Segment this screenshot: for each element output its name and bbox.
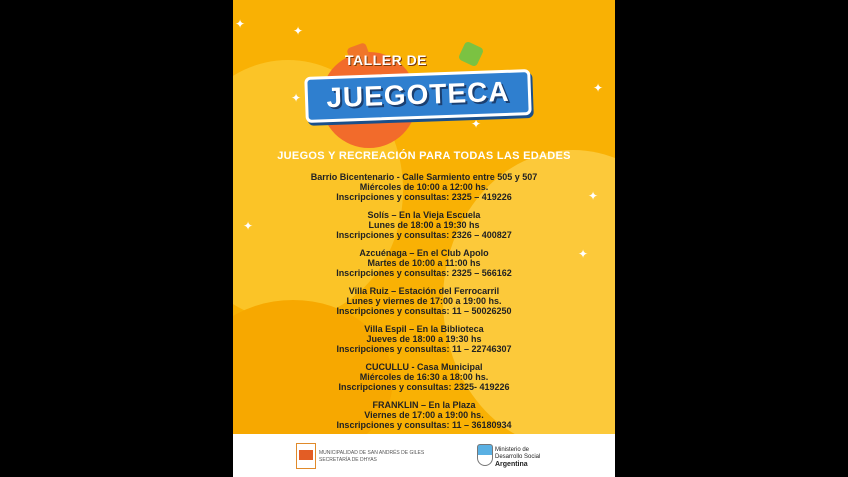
location-place: Villa Espil – En la Biblioteca: [364, 324, 484, 334]
location-schedule: Lunes y viernes de 17:00 a 19:00 hs.: [346, 296, 502, 306]
title-top: TALLER DE: [345, 52, 428, 68]
location-place: CUCULLU - Casa Municipal: [365, 362, 483, 372]
location-place: Villa Ruiz – Estación del Ferrocarril: [348, 286, 500, 296]
list-item: [233, 248, 615, 278]
footer: [233, 434, 615, 477]
sparkle-icon: ✦: [235, 17, 246, 31]
title-main: JUEGOTECA: [325, 75, 511, 114]
title-banner: [304, 69, 531, 123]
municipality-line: MUNICIPALIDAD DE SAN ANDRÉS DE GILES: [319, 450, 425, 456]
list-item: [233, 286, 615, 316]
location-contact: Inscripciones y consultas: 11 – 22746307: [336, 344, 512, 354]
location-place: FRANKLIN – En la Plaza: [372, 400, 476, 410]
sparkle-icon: ✦: [291, 91, 302, 105]
puzzle-piece-icon: [458, 41, 485, 68]
location-schedule: Viernes de 17:00 a 19:00 hs.: [364, 410, 484, 420]
secretariat-line: SECRETARÍA DE DHYAS: [319, 457, 377, 463]
ministry-line: Ministerio de: [495, 447, 530, 453]
location-contact: Inscripciones y consultas: 11 – 36180934: [336, 420, 512, 430]
location-contact: Inscripciones y consultas: 2325- 419226: [338, 382, 510, 392]
location-place: Azcuénaga – En el Club Apolo: [359, 248, 489, 258]
national-shield-icon: [477, 444, 493, 466]
ministry-line: Desarrollo Social: [495, 454, 541, 460]
list-item: [233, 400, 615, 430]
poster: [233, 0, 615, 477]
location-schedule: Jueves de 18:00 a 19:30 hs: [366, 334, 482, 344]
sparkle-icon: ✦: [578, 247, 589, 261]
location-schedule: Lunes de 18:00 a 19:30 hs: [368, 220, 480, 230]
location-contact: Inscripciones y consultas: 2326 – 400827: [336, 230, 512, 240]
ministry-country: Argentina: [495, 461, 528, 468]
location-place: Barrio Bicentenario - Calle Sarmiento entre 505 y 507: [310, 172, 538, 182]
location-place: Solís – En la Vieja Escuela: [367, 210, 481, 220]
sparkle-icon: ✦: [243, 219, 254, 233]
sparkle-icon: ✦: [588, 189, 599, 203]
ministry-name: [495, 447, 540, 469]
municipality-logo-icon: [296, 443, 316, 469]
list-item: [233, 210, 615, 240]
locations-list: [233, 172, 615, 438]
sparkle-icon: ✦: [593, 81, 604, 95]
location-schedule: Miércoles de 10:00 a 12:00 hs.: [359, 182, 489, 192]
list-item: [233, 172, 615, 202]
list-item: [233, 362, 615, 392]
subtitle: JUEGOS Y RECREACIÓN PARA TODAS LAS EDADES: [277, 150, 571, 162]
location-schedule: Miércoles de 16:30 a 18:00 hs.: [359, 372, 489, 382]
sparkle-icon: ✦: [293, 24, 304, 38]
list-item: [233, 324, 615, 354]
location-contact: Inscripciones y consultas: 2325 – 566162: [336, 268, 512, 278]
municipality-name: [319, 450, 424, 464]
location-contact: Inscripciones y consultas: 11 – 50026250: [336, 306, 512, 316]
sparkle-icon: ✦: [471, 117, 482, 131]
location-schedule: Martes de 10:00 a 11:00 hs: [367, 258, 481, 268]
location-contact: Inscripciones y consultas: 2325 – 419226: [336, 192, 512, 202]
